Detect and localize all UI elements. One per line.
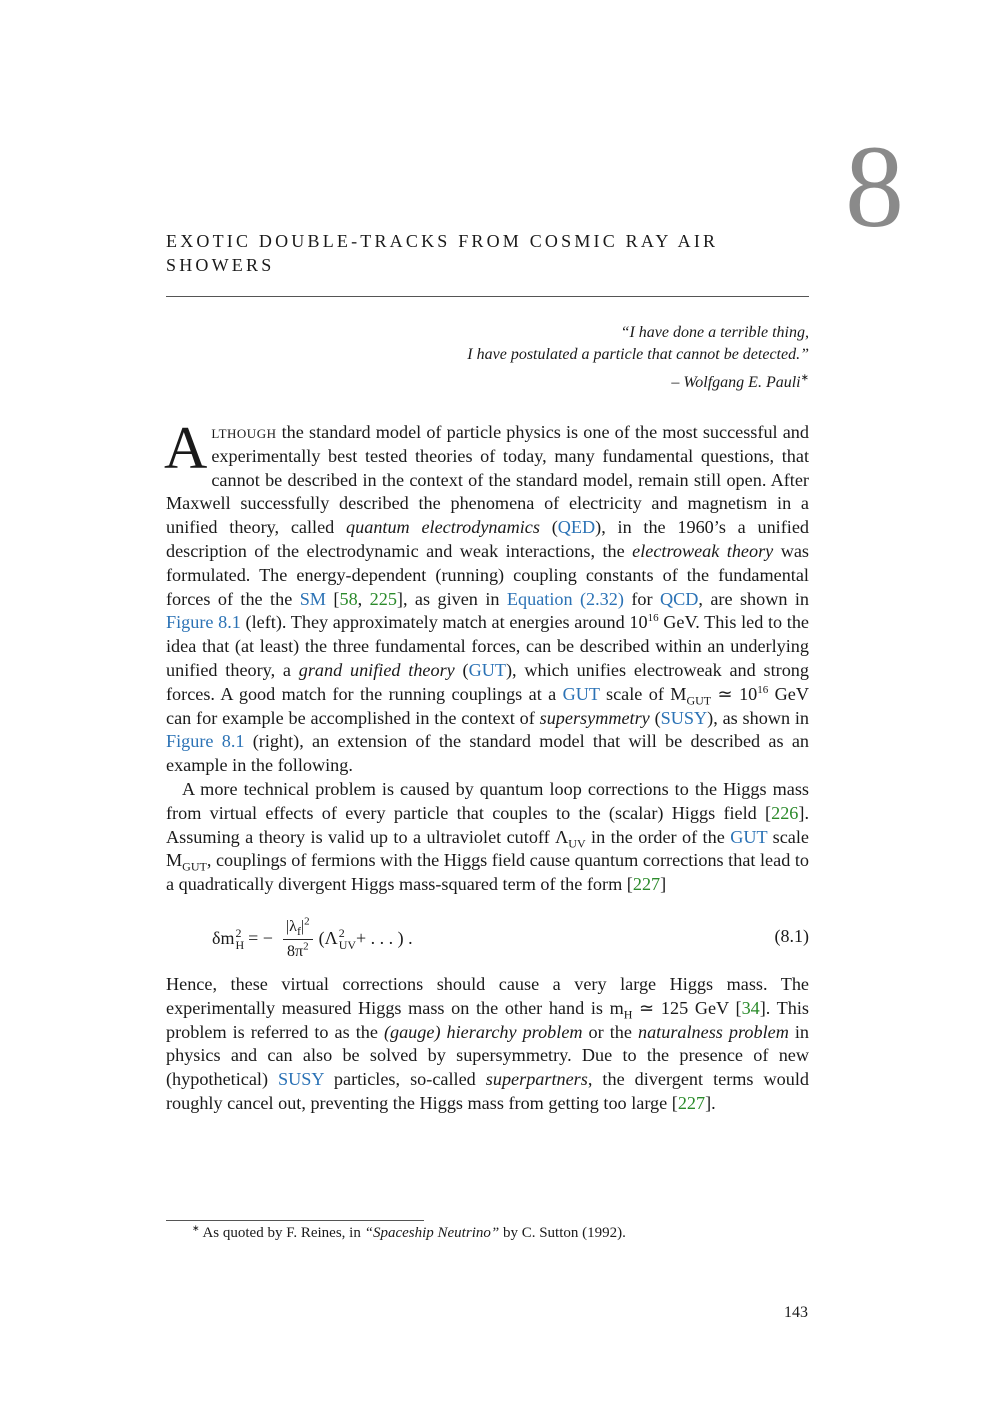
footnote <box>192 1223 792 1243</box>
text: (left). They approximately match at energies around 10 <box>240 612 648 633</box>
text: ] <box>660 874 667 895</box>
title-rule <box>166 296 809 297</box>
paragraph-1: Although the standard model of particle physics is one of the most successful and experimentally best tested theories of today, many fundamental questions, that cannot be described in the context of the standard model, remain still open. After Maxwell successfully described the phenomena of electricity and magnetism in a unified theory, called quantum electrodynamics (QED), in the 1960’s a unified description of the electrodynamic and weak interactions, the electroweak theory was formulated. The energy-dependent (running) coupling constants of the fundamental forces of the the SM [58, 225], as given in Equation (2.32) for QCD, are shown in Figure 8.1 (left). They approximately match at energies around $10^{16}$ GeV. This led to the idea that (at least) the three fundamental forces, can be described within an underlying unified theory, a grand unified theory (GUT), which unifies electroweak and strong forces. A good match for the running couplings at a GUT scale of $M_{GUT}$ ≃ $10^{16}$ GeV can for example be accomplished in the context of supersymmetry (SUSY), as shown in Figure 8.1 (right), an extension of the standard model that will be described as an example in the following. <box>164 415 810 776</box>
figure-ref-link[interactable]: Figure 8.1 <box>166 731 245 752</box>
text: ]. <box>705 1092 716 1113</box>
eq-numerator <box>283 915 313 940</box>
text: ]. This problem is referred to as the <box>166 997 809 1042</box>
eq-den-sup: 2 <box>303 940 309 953</box>
footnote-title: “Spaceship Neutrino” <box>364 1225 500 1241</box>
text: GeV can for example be accomplished in the context of <box>166 683 809 728</box>
term-hierarchy: (gauge) hierarchy problem <box>383 1021 583 1042</box>
text: A more technical problem is caused by quantum loop corrections to the Higgs mass from virtual effects of every particle that couples to the (scalar) Higgs field [ <box>166 778 809 823</box>
text: , couplings of fermions with the Higgs field cause quantum corrections that lead to a quadratically divergent Higgs mass-squared term of the form [ <box>166 850 809 895</box>
text: the standard model of particle physics is one of the most successful and experimentally best tested theories of today, many fundamental questions, that cannot be described in the context of the standard model, remain still open. After Maxwell successfully described the phenomena of electricity and magnetism in a unified theory, called <box>166 422 809 538</box>
subscript: H <box>623 1007 633 1022</box>
citation-226[interactable]: 226 <box>771 802 799 823</box>
body-text <box>164 415 810 1116</box>
exponent: 16 <box>647 612 659 625</box>
eq-rhs-sup: 2 <box>338 926 345 941</box>
text: ]. Assuming a theory is valid up to a ultraviolet cutoff Λ <box>166 802 809 847</box>
equation-ref-link[interactable]: Equation (2.32) <box>506 588 624 609</box>
text: ), as shown in <box>707 707 810 728</box>
equation-number: (8.1) <box>774 925 809 946</box>
text: in physics and can also be solved by supersymmetry. Due to the presence of new (hypothetical) <box>166 1021 810 1090</box>
footnote-text: As quoted by F. Reines, in <box>199 1225 365 1241</box>
term-susy: supersymmetry <box>539 707 650 728</box>
citation-34[interactable]: 34 <box>741 997 760 1018</box>
text: ≃ 125 GeV [ <box>632 997 742 1018</box>
eq-rhs-sub: UV <box>338 938 357 953</box>
text: (right), an extension of the standard model that will be described as an example in the following. <box>166 731 809 776</box>
text: scale M <box>166 826 810 871</box>
equation-body <box>212 915 413 964</box>
text: ), which unifies electroweak and strong forces. A good match for the running couplings at a <box>166 659 809 704</box>
term-gut: grand unified theory <box>298 659 455 680</box>
epigraph-footnote-marker[interactable]: ∗ <box>800 372 809 384</box>
citation-58[interactable]: 58 <box>339 588 358 609</box>
eq-num-tail: | <box>300 917 305 935</box>
acronym-link-gut[interactable]: GUT <box>730 826 768 847</box>
chapter-number: 8 <box>845 121 904 252</box>
footnote-rule <box>166 1220 424 1221</box>
acronym-link-qcd[interactable]: QCD <box>659 588 699 609</box>
text: particles, so-called <box>323 1069 486 1090</box>
eq-fraction <box>283 915 313 964</box>
text: or the <box>582 1021 638 1042</box>
epigraph-author <box>289 372 809 394</box>
subscript: GUT <box>686 693 712 708</box>
eq-den-text: 8π <box>287 942 304 960</box>
footnote-marker: ∗ <box>192 1223 200 1233</box>
citation-227[interactable]: 227 <box>632 874 661 895</box>
eq-equals: = − <box>248 928 273 949</box>
footnote-text: by C. Sutton (1992). <box>499 1225 626 1241</box>
eq-lhs: δm <box>212 928 235 949</box>
acronym-link-susy[interactable]: SUSY <box>660 707 708 728</box>
epigraph <box>289 322 809 394</box>
text: , the divergent terms would roughly cancel out, preventing the Higgs mass from getting too large [ <box>166 1069 809 1113</box>
drop-cap: A <box>164 415 208 481</box>
acronym-link-qed[interactable]: QED <box>557 517 596 538</box>
paragraph-3 <box>166 973 809 1116</box>
chapter-title: EXOTIC DOUBLE-TRACKS FROM COSMIC RAY AIR SHOWERS <box>166 231 719 275</box>
eq-lhs-sup: 2 <box>235 926 242 941</box>
epigraph-line-2: I have postulated a particle that cannot be detected.” <box>467 346 809 363</box>
text: GeV. This led to the idea that (at least) the three fundamental forces, can be described within an underlying unified theory, a <box>166 612 809 680</box>
citation-225[interactable]: 225 <box>369 588 397 609</box>
text: for <box>623 588 660 609</box>
citation-227[interactable]: 227 <box>677 1092 706 1113</box>
text: ), in the 1960’s a unified description of the electrodynamic and weak interactions, the <box>166 517 809 561</box>
eq-rhs-tail: + . . . ) . <box>356 928 413 949</box>
subscript: UV <box>568 836 586 851</box>
text: ≃ 10 <box>711 683 758 704</box>
paragraph-2 <box>166 778 809 897</box>
text: in the order of the <box>585 826 731 847</box>
eq-num-sup: 2 <box>304 915 310 928</box>
eq-lhs-scripts <box>235 927 244 951</box>
term-qed: quantum electrodynamics <box>346 517 540 538</box>
equation-8-1 <box>166 907 809 963</box>
text: ], as given in <box>396 588 507 609</box>
text: , are shown in <box>698 588 810 609</box>
eq-rhs-scripts <box>339 927 356 951</box>
term-electroweak: electroweak theory <box>632 540 774 561</box>
text: scale of M <box>599 683 687 704</box>
acronym-link-gut[interactable]: GUT <box>468 659 506 680</box>
text: was formulated. The energy-dependent (running) coupling constants of the fundamental forces of the the <box>166 540 809 609</box>
term-superpartners: superpartners <box>485 1069 588 1090</box>
figure-ref-link[interactable]: Figure 8.1 <box>166 612 241 633</box>
eq-num-text: |λ <box>285 917 297 935</box>
term-naturalness: naturalness problem <box>637 1021 789 1042</box>
eq-lhs-sub: H <box>235 938 245 953</box>
acronym-link-sm[interactable]: SM <box>299 588 326 609</box>
lead-in: lthough <box>211 422 277 442</box>
epigraph-line-1: “I have done a terrible thing, <box>620 324 809 341</box>
page-number: 143 <box>784 1304 808 1321</box>
subscript: GUT <box>182 859 207 874</box>
acronym-link-susy[interactable]: SUSY <box>278 1069 324 1090</box>
eq-denominator <box>284 940 312 964</box>
eq-rhs: (Λ <box>318 928 338 949</box>
text: Hence, these virtual corrections should cause a very large Higgs mass. The experimentally measured Higgs mass on the other hand is m <box>166 973 809 1018</box>
epigraph-author-name: – Wolfgang E. Pauli <box>671 374 801 391</box>
exponent: 16 <box>757 683 769 696</box>
acronym-link-gut[interactable]: GUT <box>562 683 600 704</box>
eq-num-sub: f <box>296 924 301 939</box>
